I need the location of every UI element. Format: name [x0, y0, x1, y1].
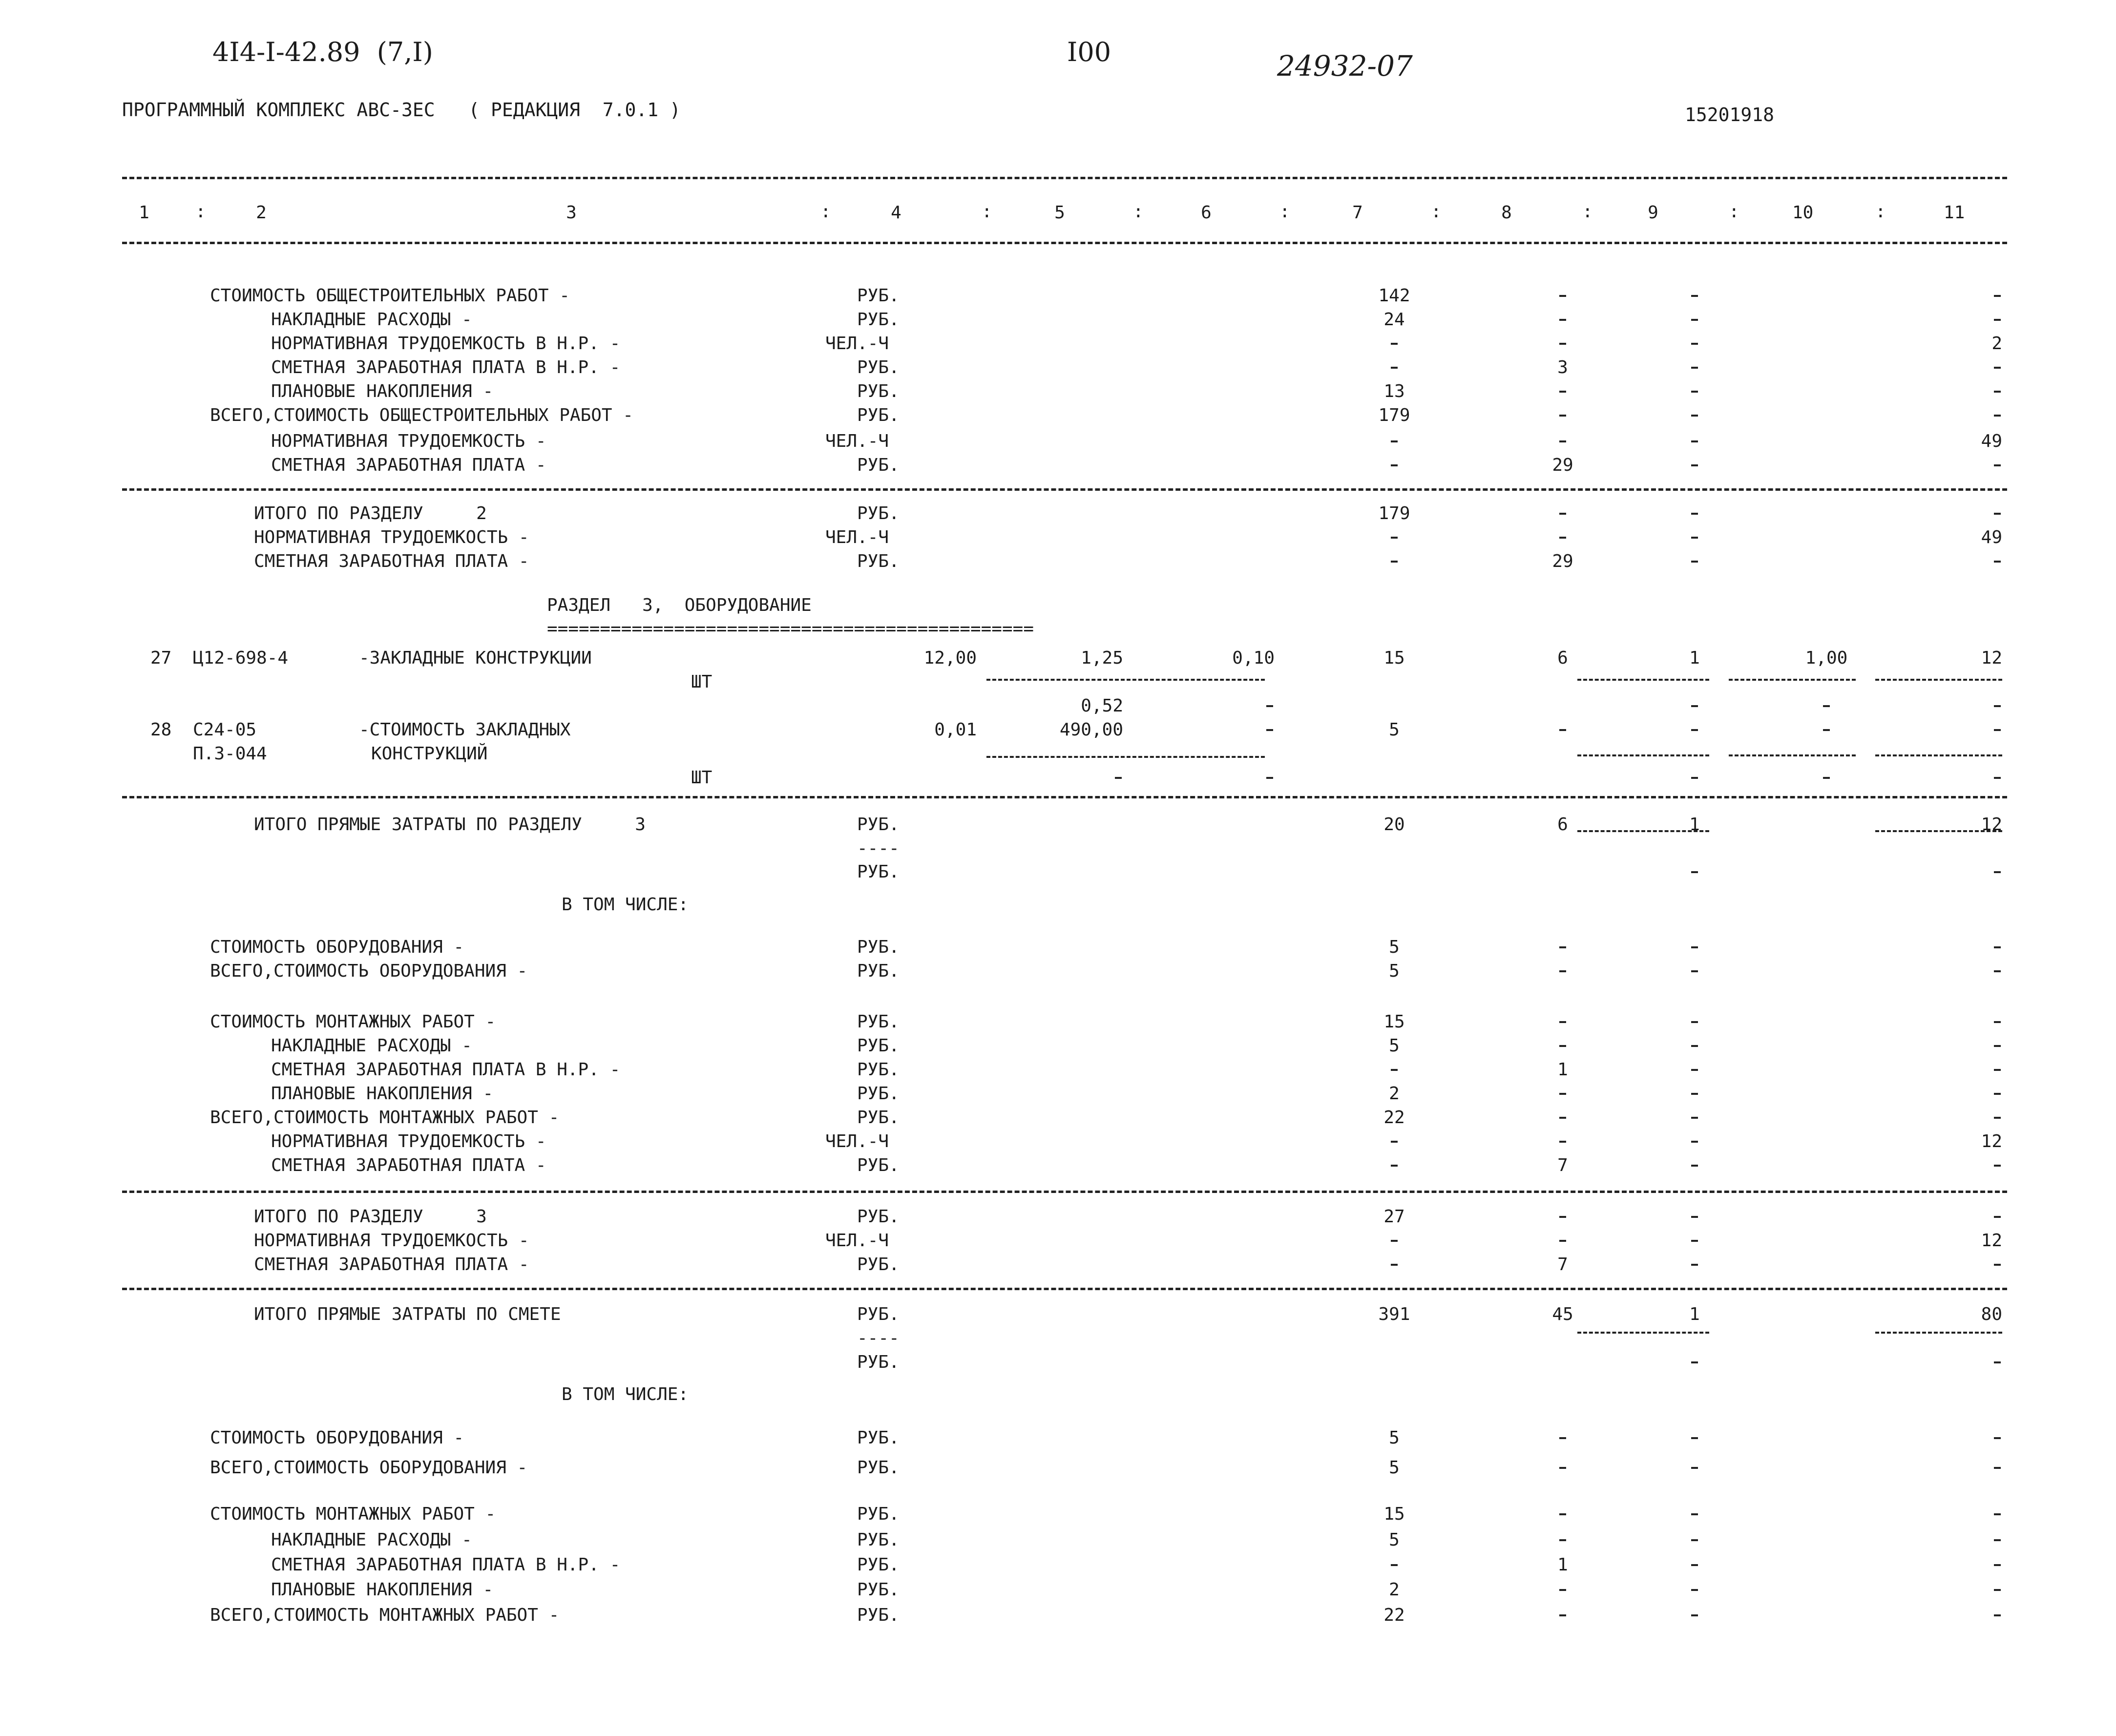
row-label: СТОИМОСТЬ ОБЩЕСТРОИТЕЛЬНЫХ РАБОТ - — [210, 286, 570, 306]
row-label: НАКЛАДНЫЕ РАСХОДЫ - — [271, 1530, 472, 1550]
unit-cell: РУБ. — [857, 1036, 900, 1056]
value-cell: 1 — [1689, 1304, 1700, 1324]
empty-cell-dash — [1994, 1513, 2001, 1515]
unit-cell: РУБ. — [857, 1504, 900, 1524]
column-number: 5 — [1054, 203, 1065, 223]
empty-cell-dash — [1691, 1240, 1698, 1242]
row-label: РАЗДЕЛ 3, ОБОРУДОВАНИЕ — [547, 595, 812, 615]
empty-cell-dash — [1559, 1216, 1566, 1218]
value-cell: 6 — [1557, 648, 1568, 668]
empty-cell-dash — [1994, 1539, 2001, 1541]
row-label: СМЕТНАЯ ЗАРАБОТНАЯ ПЛАТА - — [254, 551, 529, 571]
empty-cell-dash — [1994, 391, 2001, 393]
empty-cell-dash — [1691, 1564, 1698, 1566]
empty-cell-dash — [1691, 1117, 1698, 1119]
empty-cell-dash — [1994, 871, 2001, 873]
row-label: -ЗАКЛАДНЫЕ КОНСТРУКЦИИ — [359, 648, 592, 668]
empty-cell-dash — [1559, 295, 1566, 297]
empty-cell-dash — [1691, 1141, 1698, 1143]
unit-cell: РУБ. — [857, 503, 900, 523]
unit-cell: РУБ. — [857, 551, 900, 571]
value-cell: 5 — [1389, 1428, 1400, 1448]
row-label: НОРМАТИВНАЯ ТРУДОЕМКОСТЬ В Н.Р. - — [271, 334, 621, 354]
empty-cell-dash — [1994, 729, 2001, 731]
row-label: ВСЕГО,СТОИМОСТЬ ОБОРУДОВАНИЯ - — [210, 961, 528, 981]
page-number: I00 — [1067, 37, 1111, 67]
empty-cell-dash — [1691, 1437, 1698, 1439]
subtotal-rule — [1577, 679, 1709, 681]
empty-cell-dash — [1691, 513, 1698, 515]
empty-cell-dash — [1559, 1467, 1566, 1469]
empty-cell-dash — [1994, 946, 2001, 948]
value-cell: 27 — [150, 648, 172, 668]
column-separator: : — [1875, 202, 1886, 222]
empty-cell-dash — [1691, 319, 1698, 321]
row-label: ИТОГО ПО РАЗДЕЛУ 2 — [254, 503, 487, 523]
value-cell: 0,52 — [1081, 696, 1123, 716]
empty-cell-dash — [1994, 1564, 2001, 1566]
empty-cell-dash — [1559, 319, 1566, 321]
empty-cell-dash — [1994, 970, 2001, 972]
empty-cell-dash — [1391, 440, 1398, 442]
unit-cell: ЧЕЛ.-Ч — [825, 527, 889, 547]
value-cell: 490,00 — [1059, 720, 1123, 740]
unit-cell: РУБ. — [857, 357, 900, 377]
empty-cell-dash — [1691, 1093, 1698, 1095]
value-cell: 179 — [1378, 405, 1410, 425]
unit-cell: РУБ. — [857, 1084, 900, 1104]
value-cell: 12,00 — [923, 648, 977, 668]
column-number: 10 — [1792, 203, 1814, 223]
empty-cell-dash — [1559, 415, 1566, 417]
column-separator: : — [982, 202, 992, 222]
empty-cell-dash — [1391, 1240, 1398, 1242]
value-cell: 49 — [1981, 431, 2002, 451]
unit-cell: РУБ. — [857, 1530, 900, 1550]
empty-cell-dash — [1994, 1467, 2001, 1469]
empty-cell-dash — [1691, 343, 1698, 345]
column-separator: : — [1729, 202, 1739, 222]
value-cell: 29 — [1552, 455, 1573, 475]
row-label: НАКЛАДНЫЕ РАСХОДЫ - — [271, 1036, 472, 1056]
empty-cell-dash — [1994, 1216, 2001, 1218]
empty-cell-dash — [1266, 705, 1273, 707]
empty-cell-dash — [1994, 561, 2001, 563]
value-cell: 5 — [1389, 937, 1400, 957]
column-number: 9 — [1648, 203, 1658, 223]
subtotal-rule — [986, 679, 1265, 681]
value-cell: 2 — [1389, 1084, 1400, 1104]
column-number: 6 — [1201, 203, 1212, 223]
column-number: 3 — [566, 203, 577, 223]
subtotal-rule — [1577, 754, 1709, 756]
subtotal-rule — [1577, 830, 1709, 832]
unit-cell: РУБ. — [857, 1580, 900, 1600]
unit-cell: РУБ. — [857, 286, 900, 306]
empty-cell-dash — [1691, 415, 1698, 417]
row-label: ПЛАНОВЫЕ НАКОПЛЕНИЯ - — [271, 1084, 494, 1104]
column-separator: : — [1431, 202, 1442, 222]
row-label: СТОИМОСТЬ ОБОРУДОВАНИЯ - — [210, 937, 464, 957]
subtotal-rule — [1729, 679, 1856, 681]
empty-cell-dash — [1994, 1264, 2001, 1266]
table-rule — [122, 1288, 2007, 1290]
value-cell: 15 — [1383, 1504, 1405, 1524]
empty-cell-dash — [1994, 1589, 2001, 1591]
row-label: ============================================== — [547, 619, 1034, 639]
unit-cell: РУБ. — [857, 1555, 900, 1575]
row-label: СТОИМОСТЬ МОНТАЖНЫХ РАБОТ - — [210, 1504, 496, 1524]
empty-cell-dash — [1691, 391, 1698, 393]
empty-cell-dash — [1559, 1093, 1566, 1095]
unit-cell: ЧЕЛ.-Ч — [825, 1131, 889, 1151]
empty-cell-dash — [1559, 1437, 1566, 1439]
unit-cell: ---- — [857, 838, 900, 858]
column-separator: : — [1582, 202, 1593, 222]
unit-cell: РУБ. — [857, 1605, 900, 1625]
value-cell: 12 — [1981, 648, 2002, 668]
empty-cell-dash — [1559, 1141, 1566, 1143]
row-label: СТОИМОСТЬ ОБОРУДОВАНИЯ - — [210, 1428, 464, 1448]
empty-cell-dash — [1691, 1614, 1698, 1616]
unit-cell: РУБ. — [857, 1060, 900, 1080]
value-cell: 1,00 — [1805, 648, 1848, 668]
unit-cell: РУБ. — [857, 1352, 900, 1372]
empty-cell-dash — [1691, 440, 1698, 442]
row-label: СМЕТНАЯ ЗАРАБОТНАЯ ПЛАТА - — [254, 1255, 529, 1275]
empty-cell-dash — [1691, 946, 1698, 948]
value-cell: 22 — [1383, 1108, 1405, 1128]
empty-cell-dash — [1559, 513, 1566, 515]
column-number: 7 — [1352, 203, 1363, 223]
empty-cell-dash — [1391, 464, 1398, 466]
value-cell: 0,10 — [1232, 648, 1275, 668]
empty-cell-dash — [1559, 1045, 1566, 1047]
empty-cell-dash — [1391, 1141, 1398, 1143]
empty-cell-dash — [1994, 1069, 2001, 1071]
empty-cell-dash — [1994, 464, 2001, 466]
empty-cell-dash — [1994, 777, 2001, 779]
column-separator: : — [820, 202, 831, 222]
row-label: ВСЕГО,СТОИМОСТЬ МОНТАЖНЫХ РАБОТ - — [210, 1605, 560, 1625]
value-cell: 3 — [1557, 357, 1568, 377]
row-label: СМЕТНАЯ ЗАРАБОТНАЯ ПЛАТА - — [271, 1155, 546, 1175]
empty-cell-dash — [1559, 343, 1566, 345]
value-cell: 0,01 — [934, 720, 977, 740]
value-cell: 29 — [1552, 551, 1573, 571]
empty-cell-dash — [1691, 1045, 1698, 1047]
subtotal-rule — [1875, 1332, 2002, 1334]
value-cell: 1 — [1557, 1555, 1568, 1575]
unit-cell: РУБ. — [857, 381, 900, 401]
empty-cell-dash — [1559, 391, 1566, 393]
empty-cell-dash — [1691, 871, 1698, 873]
subtotal-rule — [1875, 830, 2002, 832]
value-cell: 12 — [1981, 815, 2002, 835]
row-label: НОРМАТИВНАЯ ТРУДОЕМКОСТЬ - — [271, 431, 546, 451]
empty-cell-dash — [1994, 1614, 2001, 1616]
value-cell: 5 — [1389, 961, 1400, 981]
subtotal-rule — [1577, 1332, 1709, 1334]
unit-cell: РУБ. — [857, 1458, 900, 1478]
empty-cell-dash — [1691, 367, 1698, 369]
empty-cell-dash — [1559, 537, 1566, 539]
row-label: СМЕТНАЯ ЗАРАБОТНАЯ ПЛАТА В Н.Р. - — [271, 1060, 621, 1080]
empty-cell-dash — [1391, 1165, 1398, 1167]
value-cell: 7 — [1557, 1255, 1568, 1275]
column-separator: : — [195, 202, 206, 222]
empty-cell-dash — [1994, 367, 2001, 369]
column-number: 11 — [1944, 203, 1965, 223]
unit-cell: ЧЕЛ.-Ч — [825, 431, 889, 451]
row-label: НАКЛАДНЫЕ РАСХОДЫ - — [271, 310, 472, 330]
empty-cell-dash — [1691, 295, 1698, 297]
empty-cell-dash — [1559, 946, 1566, 948]
value-cell: 80 — [1981, 1304, 2002, 1324]
value-cell: Ц12-698-4 — [193, 648, 289, 668]
empty-cell-dash — [1691, 1467, 1698, 1469]
value-cell: 12 — [1981, 1131, 2002, 1151]
empty-cell-dash — [1994, 1165, 2001, 1167]
value-cell: 1 — [1689, 648, 1700, 668]
table-rule — [122, 177, 2007, 179]
column-number: 1 — [139, 203, 149, 223]
value-cell: 28 — [150, 720, 172, 740]
value-cell: 1 — [1689, 815, 1700, 835]
unit-cell: РУБ. — [857, 1012, 900, 1032]
unit-cell: ШТ — [691, 768, 712, 788]
value-cell: 391 — [1378, 1304, 1410, 1324]
empty-cell-dash — [1994, 1117, 2001, 1119]
empty-cell-dash — [1691, 1361, 1698, 1363]
value-cell: 15 — [1383, 648, 1405, 668]
document-id: 15201918 — [1685, 104, 1775, 125]
empty-cell-dash — [1691, 970, 1698, 972]
row-label: В ТОМ ЧИСЛЕ: — [562, 1384, 689, 1404]
value-cell: 1 — [1557, 1060, 1568, 1080]
empty-cell-dash — [1559, 970, 1566, 972]
empty-cell-dash — [1691, 729, 1698, 731]
column-separator: : — [1133, 202, 1144, 222]
unit-cell: РУБ. — [857, 862, 900, 882]
value-cell: 24 — [1383, 310, 1405, 330]
column-separator: : — [1279, 202, 1290, 222]
unit-cell: РУБ. — [857, 1304, 900, 1324]
unit-cell: РУБ. — [857, 1207, 900, 1227]
table-rule — [122, 1191, 2007, 1193]
subtotal-rule — [986, 756, 1265, 758]
empty-cell-dash — [1391, 1264, 1398, 1266]
row-label: НОРМАТИВНАЯ ТРУДОЕМКОСТЬ - — [254, 1231, 529, 1251]
unit-cell: ЧЕЛ.-Ч — [825, 334, 889, 354]
empty-cell-dash — [1691, 1513, 1698, 1515]
subtotal-rule — [1875, 679, 2002, 681]
value-cell: 27 — [1383, 1207, 1405, 1227]
empty-cell-dash — [1691, 1589, 1698, 1591]
row-label: В ТОМ ЧИСЛЕ: — [562, 895, 689, 915]
value-cell: П.3-044 — [193, 744, 267, 764]
unit-cell: РУБ. — [857, 405, 900, 425]
empty-cell-dash — [1115, 777, 1122, 779]
handwritten-number: 24932-07 — [1277, 49, 1413, 83]
empty-cell-dash — [1559, 1589, 1566, 1591]
empty-cell-dash — [1823, 705, 1830, 707]
unit-cell: ШТ — [691, 672, 712, 692]
row-label: СТОИМОСТЬ МОНТАЖНЫХ РАБОТ - — [210, 1012, 496, 1032]
empty-cell-dash — [1994, 1093, 2001, 1095]
empty-cell-dash — [1391, 561, 1398, 563]
value-cell: 20 — [1383, 815, 1405, 835]
empty-cell-dash — [1994, 295, 2001, 297]
document-code: 4I4-I-42.89 (7,I) — [212, 37, 433, 67]
empty-cell-dash — [1691, 561, 1698, 563]
column-number: 8 — [1501, 203, 1512, 223]
empty-cell-dash — [1391, 1069, 1398, 1071]
empty-cell-dash — [1994, 1361, 2001, 1363]
empty-cell-dash — [1691, 1264, 1698, 1266]
value-cell: 179 — [1378, 503, 1410, 523]
value-cell: 12 — [1981, 1231, 2002, 1251]
value-cell: 15 — [1383, 1012, 1405, 1032]
row-label: СМЕТНАЯ ЗАРАБОТНАЯ ПЛАТА - — [271, 455, 546, 475]
value-cell: 5 — [1389, 1036, 1400, 1056]
empty-cell-dash — [1391, 343, 1398, 345]
empty-cell-dash — [1994, 1437, 2001, 1439]
empty-cell-dash — [1266, 729, 1273, 731]
unit-cell: РУБ. — [857, 937, 900, 957]
empty-cell-dash — [1559, 1240, 1566, 1242]
row-label: -СТОИМОСТЬ ЗАКЛАДНЫХ — [359, 720, 571, 740]
empty-cell-dash — [1823, 777, 1830, 779]
unit-cell: РУБ. — [857, 1428, 900, 1448]
row-label: НОРМАТИВНАЯ ТРУДОЕМКОСТЬ - — [271, 1131, 546, 1151]
value-cell: 49 — [1981, 527, 2002, 547]
empty-cell-dash — [1691, 1216, 1698, 1218]
empty-cell-dash — [1559, 1021, 1566, 1023]
value-cell: 2 — [1991, 334, 2002, 354]
table-rule — [122, 488, 2007, 491]
value-cell: 7 — [1557, 1155, 1568, 1175]
row-label: ИТОГО ПРЯМЫЕ ЗАТРАТЫ ПО РАЗДЕЛУ 3 — [254, 815, 646, 835]
unit-cell: РУБ. — [857, 1155, 900, 1175]
empty-cell-dash — [1691, 464, 1698, 466]
row-label: ВСЕГО,СТОИМОСТЬ МОНТАЖНЫХ РАБОТ - — [210, 1108, 560, 1128]
unit-cell: РУБ. — [857, 455, 900, 475]
empty-cell-dash — [1691, 1165, 1698, 1167]
value-cell: 2 — [1389, 1580, 1400, 1600]
row-label: ВСЕГО,СТОИМОСТЬ ОБЩЕСТРОИТЕЛЬНЫХ РАБОТ - — [210, 405, 633, 425]
empty-cell-dash — [1559, 729, 1566, 731]
empty-cell-dash — [1559, 1539, 1566, 1541]
row-label: СМЕТНАЯ ЗАРАБОТНАЯ ПЛАТА В Н.Р. - — [271, 1555, 621, 1575]
value-cell: 142 — [1378, 286, 1410, 306]
empty-cell-dash — [1691, 1539, 1698, 1541]
row-label: ВСЕГО,СТОИМОСТЬ ОБОРУДОВАНИЯ - — [210, 1458, 528, 1478]
row-label: КОНСТРУКЦИЙ — [371, 744, 488, 764]
value-cell: 45 — [1552, 1304, 1573, 1324]
empty-cell-dash — [1559, 1117, 1566, 1119]
empty-cell-dash — [1391, 537, 1398, 539]
empty-cell-dash — [1994, 513, 2001, 515]
empty-cell-dash — [1559, 1513, 1566, 1515]
unit-cell: РУБ. — [857, 815, 900, 835]
value-cell: С24-05 — [193, 720, 257, 740]
value-cell: 5 — [1389, 1530, 1400, 1550]
value-cell: 22 — [1383, 1605, 1405, 1625]
program-line: ПРОГРАММНЫЙ КОМПЛЕКС АВС-3ЕС ( РЕДАКЦИЯ 7.0.1 ) — [122, 99, 681, 121]
empty-cell-dash — [1559, 1614, 1566, 1616]
empty-cell-dash — [1994, 319, 2001, 321]
empty-cell-dash — [1559, 440, 1566, 442]
subtotal-rule — [1875, 754, 2002, 756]
subtotal-rule — [1729, 754, 1856, 756]
empty-cell-dash — [1823, 729, 1830, 731]
empty-cell-dash — [1994, 415, 2001, 417]
empty-cell-dash — [1691, 1021, 1698, 1023]
unit-cell: РУБ. — [857, 310, 900, 330]
value-cell: 6 — [1557, 815, 1568, 835]
table-rule — [122, 796, 2007, 798]
empty-cell-dash — [1266, 777, 1273, 779]
empty-cell-dash — [1691, 777, 1698, 779]
unit-cell: ---- — [857, 1328, 900, 1348]
empty-cell-dash — [1994, 1045, 2001, 1047]
unit-cell: РУБ. — [857, 1255, 900, 1275]
empty-cell-dash — [1691, 537, 1698, 539]
column-number: 4 — [891, 203, 901, 223]
empty-cell-dash — [1994, 705, 2001, 707]
row-label: ИТОГО ПРЯМЫЕ ЗАТРАТЫ ПО СМЕТЕ — [254, 1304, 561, 1324]
empty-cell-dash — [1994, 1021, 2001, 1023]
unit-cell: РУБ. — [857, 961, 900, 981]
column-number: 2 — [256, 203, 267, 223]
value-cell: 5 — [1389, 1458, 1400, 1478]
empty-cell-dash — [1691, 705, 1698, 707]
value-cell: 5 — [1389, 720, 1400, 740]
value-cell: 13 — [1383, 381, 1405, 401]
row-label: СМЕТНАЯ ЗАРАБОТНАЯ ПЛАТА В Н.Р. - — [271, 357, 621, 377]
value-cell: 1,25 — [1081, 648, 1123, 668]
empty-cell-dash — [1391, 367, 1398, 369]
row-label: НОРМАТИВНАЯ ТРУДОЕМКОСТЬ - — [254, 527, 529, 547]
row-label: ПЛАНОВЫЕ НАКОПЛЕНИЯ - — [271, 1580, 494, 1600]
table-rule — [122, 242, 2007, 244]
row-label: ИТОГО ПО РАЗДЕЛУ 3 — [254, 1207, 487, 1227]
unit-cell: ЧЕЛ.-Ч — [825, 1231, 889, 1251]
row-label: ПЛАНОВЫЕ НАКОПЛЕНИЯ - — [271, 381, 494, 401]
empty-cell-dash — [1691, 1069, 1698, 1071]
empty-cell-dash — [1391, 1564, 1398, 1566]
unit-cell: РУБ. — [857, 1108, 900, 1128]
